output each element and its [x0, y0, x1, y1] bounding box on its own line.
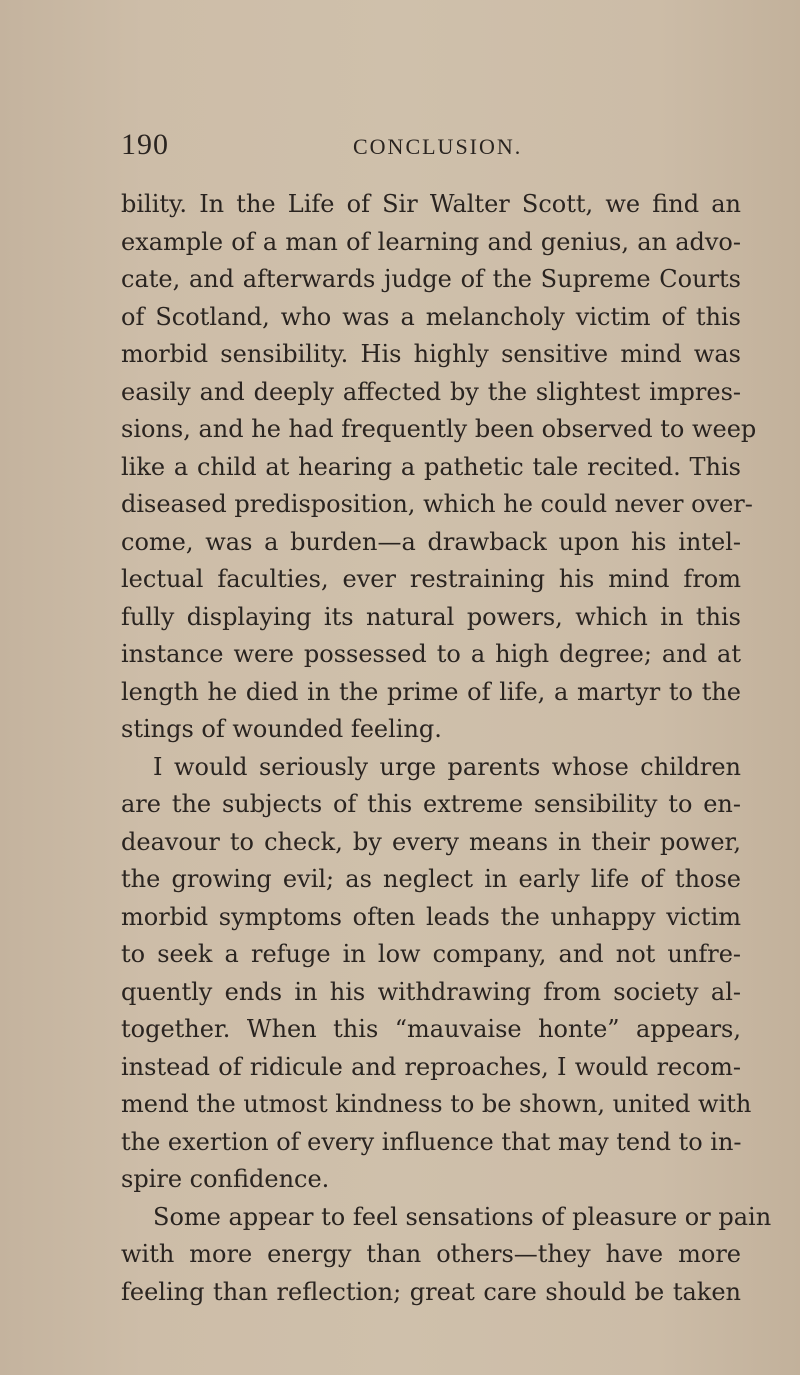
text-line: come, was a burden—a drawback upon his intel- — [121, 527, 741, 556]
running-head: CONCLUSION. — [353, 134, 523, 159]
text-line: feeling than reflection; great care should be taken — [121, 1277, 741, 1306]
text-line: length he died in the prime of life, a martyr to the — [121, 677, 741, 706]
body-text — [121, 186, 772, 1311]
text-line: spire confidence. — [121, 1165, 330, 1193]
text-line: easily and deeply affected by the slightest impres- — [121, 377, 741, 406]
text-line: together. When this “mauvaise honte” appears, — [121, 1015, 741, 1043]
text-line: diseased predisposition, which he could never over- — [121, 490, 753, 518]
text-line: morbid sensibility. His highly sensitive mind was — [121, 340, 741, 368]
text-line: sions, and he had frequently been observed to weep — [121, 415, 757, 443]
text-line: like a child at hearing a pathetic tale recited. This — [121, 452, 741, 481]
text-line: are the subjects of this extreme sensibility to en- — [121, 790, 741, 818]
text-line: the growing evil; as neglect in early life of those — [121, 865, 741, 893]
page-number: 190 — [121, 128, 169, 161]
text-line: Some appear to feel sensations of pleasure or pain — [153, 1202, 772, 1231]
text-line: fully displaying its natural powers, which in this — [121, 602, 741, 631]
text-line: deavour to check, by every means in their power, — [121, 827, 741, 856]
text-line: I would seriously urge parents whose children — [153, 752, 741, 781]
text-line: with more energy than others—they have more — [121, 1240, 741, 1268]
text-line: stings of wounded feeling. — [121, 715, 442, 743]
text-line: cate, and afterwards judge of the Supreme Courts — [121, 265, 741, 293]
text-line: of Scotland, who was a melancholy victim of this — [121, 302, 741, 331]
text-line: instance were possessed to a high degree; and at — [121, 640, 741, 668]
text-line: instead of ridicule and reproaches, I would recom- — [121, 1052, 741, 1081]
text-line: to seek a refuge in low company, and not unfre- — [121, 940, 741, 968]
page-header — [121, 128, 721, 168]
text-line: morbid symptoms often leads the unhappy victim — [121, 902, 741, 931]
text-line: example of a man of learning and genius, an advo- — [121, 227, 741, 256]
text-line: lectual faculties, ever restraining his mind from — [121, 565, 741, 593]
text-line: mend the utmost kindness to be shown, united with — [121, 1090, 752, 1118]
text-line: the exertion of every influence that may tend to in- — [121, 1127, 742, 1156]
text-line: bility. In the Life of Sir Walter Scott, we find an — [121, 190, 741, 218]
text-line: quently ends in his withdrawing from society al- — [121, 977, 741, 1006]
